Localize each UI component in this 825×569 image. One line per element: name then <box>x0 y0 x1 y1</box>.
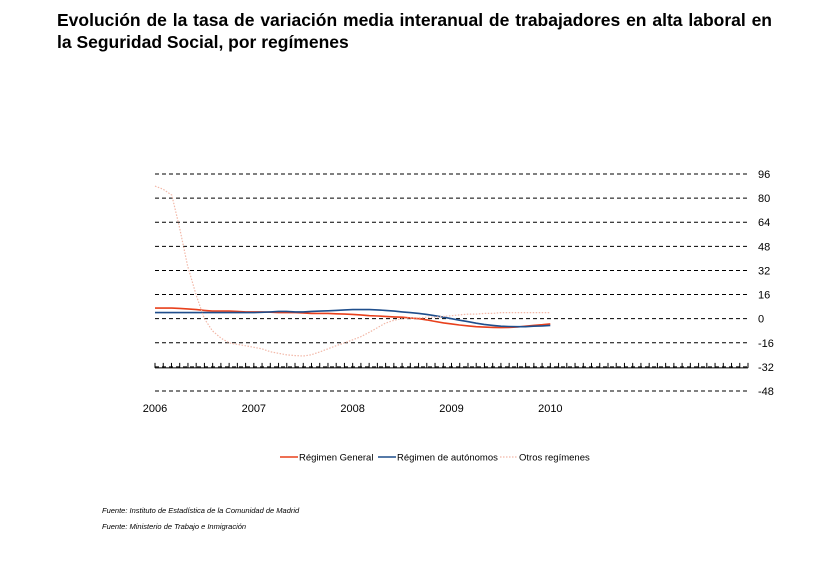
y-tick-label: 64 <box>758 217 771 230</box>
y-axis-ticks <box>758 169 774 398</box>
y-tick-label: 0 <box>758 313 765 326</box>
series-lines <box>155 186 550 356</box>
y-tick-label: -32 <box>758 361 774 374</box>
x-axis-ticks <box>143 403 563 415</box>
x-tick-label: 2008 <box>340 403 365 415</box>
y-tick-label: 16 <box>758 289 771 302</box>
y-tick-label: 32 <box>758 265 771 278</box>
legend-label: Otros regímenes <box>519 452 590 464</box>
x-tick-label: 2009 <box>439 403 464 415</box>
y-tick-label: 96 <box>758 169 771 181</box>
y-tick-label: -16 <box>758 337 774 350</box>
y-tick-label: 48 <box>758 241 771 254</box>
legend-label: Régimen de autónomos <box>397 452 498 464</box>
source-note-1: Fuente: Instituto de Estadística de la Comunidad de Madrid <box>102 506 300 515</box>
grid-lines <box>155 174 748 391</box>
chart-title: Evolución de la tasa de variación media interanual de trabajadores en alta laboral en la Seguridad Social, por regímenes <box>57 10 772 52</box>
x-tick-label: 2007 <box>241 403 267 415</box>
legend-label: Régimen General <box>299 452 374 464</box>
x-tick-label: 2006 <box>142 403 168 415</box>
series-otros-regimenes <box>155 186 550 356</box>
source-note-2: Fuente: Ministerio de Trabajo e Inmigración <box>102 522 247 531</box>
y-tick-label: -48 <box>758 386 774 398</box>
series-regimen-autonomos <box>155 310 550 327</box>
y-tick-label: 80 <box>758 193 771 206</box>
x-tick-label: 2010 <box>538 403 563 415</box>
legend <box>280 453 590 464</box>
